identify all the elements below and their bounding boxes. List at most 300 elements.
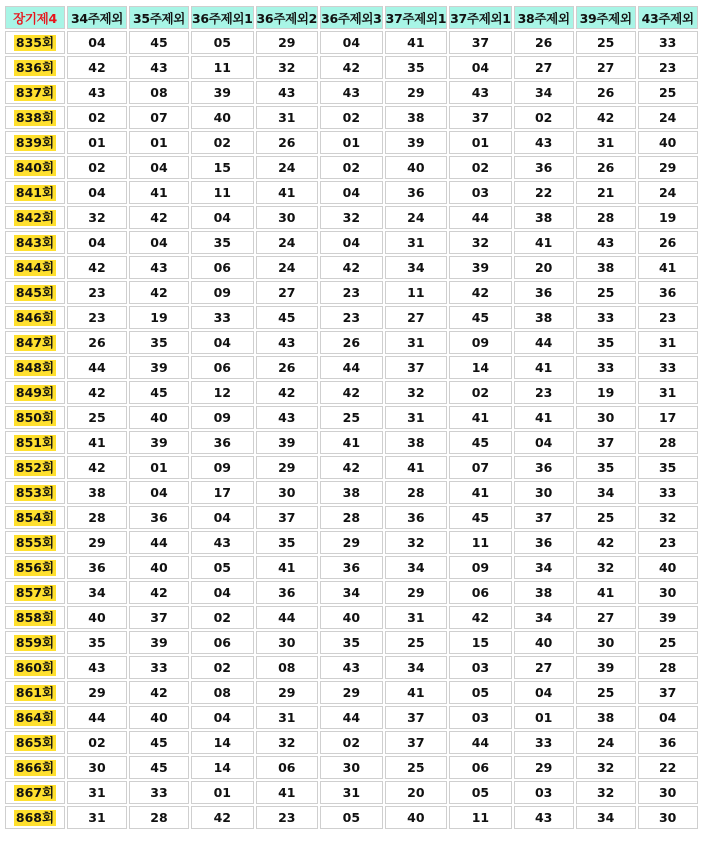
highlighted-number-cell: 33: [514, 731, 574, 754]
number-cell: 42: [320, 456, 383, 479]
number-cell: 07: [129, 106, 189, 129]
number-cell: 04: [191, 581, 254, 604]
number-cell: 42: [449, 281, 512, 304]
number-cell: 21: [576, 181, 636, 204]
highlighted-number-cell: 45: [129, 731, 189, 754]
highlighted-number-cell: 41: [256, 556, 319, 579]
table-row: [5, 256, 698, 279]
number-cell: 33: [129, 781, 189, 804]
number-cell: 42: [320, 381, 383, 404]
highlighted-number-cell: 34: [320, 581, 383, 604]
number-cell: 41: [256, 181, 319, 204]
table-row: [5, 31, 698, 54]
number-cell: 23: [320, 306, 383, 329]
number-cell: 24: [256, 231, 319, 254]
number-cell: 31: [385, 231, 448, 254]
number-cell: 38: [514, 206, 574, 229]
table-row: [5, 606, 698, 629]
row-label-cell: [5, 131, 65, 154]
number-cell: 44: [514, 331, 574, 354]
highlighted-number-cell: 11: [191, 181, 254, 204]
number-cell: 01: [320, 131, 383, 154]
row-label-cell: [5, 156, 65, 179]
number-cell: 42: [129, 681, 189, 704]
number-cell: 23: [638, 531, 698, 554]
number-cell: 40: [191, 106, 254, 129]
table-row: [5, 181, 698, 204]
highlighted-number-cell: 02: [449, 156, 512, 179]
number-cell: 34: [385, 256, 448, 279]
number-cell: 30: [638, 806, 698, 829]
number-cell: 41: [67, 431, 127, 454]
number-cell: 08: [191, 681, 254, 704]
column-header: 39주제외: [576, 6, 636, 29]
number-cell: 34: [514, 81, 574, 104]
number-cell: 28: [638, 656, 698, 679]
row-label-cell: [5, 531, 65, 554]
row-label-cell: [5, 406, 65, 429]
table-row: [5, 781, 698, 804]
number-cell: 06: [191, 256, 254, 279]
number-cell: 02: [67, 106, 127, 129]
number-cell: 04: [320, 231, 383, 254]
number-cell: 09: [191, 281, 254, 304]
table-row: [5, 581, 698, 604]
number-cell: 01: [129, 456, 189, 479]
number-cell: 33: [638, 356, 698, 379]
number-cell: 30: [638, 581, 698, 604]
number-cell: 36: [514, 456, 574, 479]
highlighted-number-cell: 39: [129, 631, 189, 654]
row-label: 861회: [15, 684, 55, 700]
row-label-cell: [5, 206, 65, 229]
number-cell: 24: [638, 181, 698, 204]
row-label-cell: [5, 581, 65, 604]
row-label-cell: [5, 181, 65, 204]
number-cell: 32: [576, 556, 636, 579]
number-cell: 40: [129, 706, 189, 729]
number-cell: 01: [449, 131, 512, 154]
highlighted-number-cell: 32: [256, 731, 319, 754]
number-cell: 32: [385, 531, 448, 554]
highlighted-number-cell: 40: [129, 556, 189, 579]
number-cell: 31: [385, 606, 448, 629]
column-header: 36주제외3: [320, 6, 383, 29]
row-label: 847회: [15, 334, 55, 350]
table-row: [5, 381, 698, 404]
number-cell: 37: [129, 606, 189, 629]
number-cell: 27: [385, 306, 448, 329]
table-row: [5, 681, 698, 704]
number-cell: 02: [191, 131, 254, 154]
table-body: [5, 31, 698, 829]
number-cell: 32: [576, 781, 636, 804]
row-label-cell: [5, 781, 65, 804]
highlighted-number-cell: 35: [576, 456, 636, 479]
row-label: 864회: [15, 709, 55, 725]
number-cell: 34: [385, 656, 448, 679]
number-cell: 30: [256, 631, 319, 654]
number-cell: 28: [385, 481, 448, 504]
number-cell: 40: [385, 156, 448, 179]
row-label: 858회: [15, 609, 55, 625]
table-row: [5, 106, 698, 129]
column-header: 34주제외: [67, 6, 127, 29]
number-cell: 27: [576, 56, 636, 79]
row-label: 840회: [15, 159, 55, 175]
highlighted-number-cell: 26: [320, 331, 383, 354]
row-label: 859회: [15, 634, 55, 650]
column-header: 35주제외: [129, 6, 189, 29]
table-row: [5, 481, 698, 504]
header-corner-label: 장기제4: [5, 6, 65, 29]
highlighted-number-cell: 25: [638, 81, 698, 104]
number-cell: 27: [576, 606, 636, 629]
number-cell: 26: [256, 356, 319, 379]
number-cell: 23: [256, 806, 319, 829]
row-label: 856회: [15, 559, 55, 575]
highlighted-number-cell: 34: [67, 581, 127, 604]
row-label: 835회: [15, 34, 55, 50]
number-cell: 26: [514, 31, 574, 54]
number-cell: 17: [191, 481, 254, 504]
number-cell: 41: [514, 356, 574, 379]
number-cell: 11: [385, 281, 448, 304]
column-header: 36주제외2: [256, 6, 319, 29]
highlighted-number-cell: 11: [191, 56, 254, 79]
row-label: 850회: [15, 409, 55, 425]
number-cell: 38: [320, 481, 383, 504]
table-row: [5, 156, 698, 179]
number-cell: 35: [576, 331, 636, 354]
number-cell: 25: [576, 31, 636, 54]
highlighted-number-cell: 06: [449, 581, 512, 604]
number-cell: 22: [514, 181, 574, 204]
row-label: 838회: [15, 109, 55, 125]
number-cell: 45: [449, 506, 512, 529]
number-cell: 23: [638, 306, 698, 329]
number-cell: 09: [191, 456, 254, 479]
number-cell: 02: [320, 731, 383, 754]
number-cell: 34: [576, 481, 636, 504]
number-cell: 04: [67, 181, 127, 204]
lotto-exclusion-table: [3, 4, 700, 831]
number-cell: 37: [385, 356, 448, 379]
number-cell: 22: [638, 756, 698, 779]
number-cell: 38: [514, 306, 574, 329]
number-cell: 44: [320, 356, 383, 379]
number-cell: 24: [576, 731, 636, 754]
number-cell: 19: [576, 381, 636, 404]
number-cell: 33: [638, 481, 698, 504]
number-cell: 33: [576, 306, 636, 329]
highlighted-number-cell: 35: [638, 456, 698, 479]
row-label-cell: [5, 631, 65, 654]
table-row: [5, 56, 698, 79]
number-cell: 40: [514, 631, 574, 654]
number-cell: 11: [449, 531, 512, 554]
number-cell: 03: [449, 656, 512, 679]
number-cell: 08: [129, 81, 189, 104]
row-label-cell: [5, 556, 65, 579]
number-cell: 45: [449, 431, 512, 454]
number-cell: 39: [449, 256, 512, 279]
number-cell: 38: [576, 256, 636, 279]
number-cell: 41: [129, 181, 189, 204]
highlighted-number-cell: 25: [576, 681, 636, 704]
number-cell: 24: [256, 256, 319, 279]
number-cell: 44: [67, 356, 127, 379]
number-cell: 33: [638, 31, 698, 54]
table-row: [5, 556, 698, 579]
number-cell: 45: [129, 756, 189, 779]
number-cell: 29: [385, 81, 448, 104]
column-header: 38주제외: [514, 6, 574, 29]
highlighted-number-cell: 25: [576, 506, 636, 529]
highlighted-number-cell: 39: [129, 356, 189, 379]
column-header: 43주제외: [638, 6, 698, 29]
number-cell: 33: [191, 306, 254, 329]
number-cell: 03: [514, 781, 574, 804]
number-cell: 36: [320, 556, 383, 579]
number-cell: 41: [256, 781, 319, 804]
highlighted-number-cell: 02: [67, 156, 127, 179]
number-cell: 37: [514, 506, 574, 529]
number-cell: 28: [638, 431, 698, 454]
row-label-cell: [5, 756, 65, 779]
table-row: [5, 356, 698, 379]
number-cell: 30: [67, 756, 127, 779]
number-cell: 11: [449, 806, 512, 829]
row-label: 854회: [15, 509, 55, 525]
table-row: [5, 531, 698, 554]
number-cell: 03: [449, 181, 512, 204]
number-cell: 37: [638, 681, 698, 704]
row-label-cell: [5, 381, 65, 404]
highlighted-number-cell: 40: [638, 556, 698, 579]
number-cell: 31: [256, 106, 319, 129]
number-cell: 04: [449, 56, 512, 79]
number-cell: 23: [67, 281, 127, 304]
row-label: 852회: [15, 459, 55, 475]
number-cell: 09: [449, 331, 512, 354]
row-label: 844회: [15, 259, 55, 275]
number-cell: 02: [67, 731, 127, 754]
row-label: 865회: [15, 734, 55, 750]
number-cell: 36: [514, 531, 574, 554]
number-cell: 42: [320, 56, 383, 79]
number-cell: 02: [191, 656, 254, 679]
row-label-cell: [5, 256, 65, 279]
number-cell: 32: [576, 756, 636, 779]
row-label-cell: [5, 731, 65, 754]
number-cell: 43: [449, 81, 512, 104]
highlighted-number-cell: 27: [514, 656, 574, 679]
number-cell: 35: [256, 531, 319, 554]
number-cell: 43: [576, 231, 636, 254]
number-cell: 27: [256, 281, 319, 304]
number-cell: 29: [67, 681, 127, 704]
header-row: [5, 6, 698, 29]
number-cell: 42: [576, 106, 636, 129]
number-cell: 34: [514, 556, 574, 579]
number-cell: 20: [514, 256, 574, 279]
highlighted-number-cell: 32: [638, 506, 698, 529]
row-label-cell: [5, 281, 65, 304]
highlighted-number-cell: 35: [67, 631, 127, 654]
number-cell: 04: [514, 681, 574, 704]
number-cell: 41: [385, 681, 448, 704]
number-cell: 05: [191, 556, 254, 579]
number-cell: 09: [191, 406, 254, 429]
number-cell: 01: [67, 131, 127, 154]
table-row: [5, 656, 698, 679]
number-cell: 05: [449, 681, 512, 704]
row-label: 857회: [15, 584, 55, 600]
number-cell: 31: [576, 131, 636, 154]
row-label: 860회: [15, 659, 55, 675]
number-cell: 33: [576, 356, 636, 379]
number-cell: 05: [191, 31, 254, 54]
number-cell: 12: [191, 381, 254, 404]
number-cell: 45: [129, 381, 189, 404]
number-cell: 04: [191, 706, 254, 729]
number-cell: 04: [191, 331, 254, 354]
number-cell: 35: [385, 56, 448, 79]
column-header: 37주제외1: [385, 6, 448, 29]
number-cell: 37: [385, 731, 448, 754]
number-cell: 32: [449, 231, 512, 254]
number-cell: 31: [385, 406, 448, 429]
number-cell: 23: [514, 381, 574, 404]
number-cell: 28: [67, 506, 127, 529]
column-header: 37주제외1: [449, 6, 512, 29]
table-row: [5, 81, 698, 104]
table-row: [5, 431, 698, 454]
highlighted-number-cell: 36: [385, 506, 448, 529]
number-cell: 25: [385, 756, 448, 779]
number-cell: 26: [256, 131, 319, 154]
number-cell: 36: [638, 281, 698, 304]
highlighted-number-cell: 32: [67, 206, 127, 229]
number-cell: 29: [256, 31, 319, 54]
number-cell: 42: [129, 281, 189, 304]
row-label: 837회: [15, 84, 55, 100]
number-cell: 42: [67, 381, 127, 404]
highlighted-number-cell: 29: [638, 156, 698, 179]
number-cell: 43: [67, 656, 127, 679]
number-cell: 06: [191, 356, 254, 379]
number-cell: 36: [191, 431, 254, 454]
table-row: [5, 506, 698, 529]
number-cell: 42: [129, 581, 189, 604]
number-cell: 02: [449, 381, 512, 404]
number-cell: 41: [576, 581, 636, 604]
number-cell: 43: [256, 81, 319, 104]
column-header: 36주제외1: [191, 6, 254, 29]
number-cell: 34: [576, 806, 636, 829]
number-cell: 44: [67, 706, 127, 729]
number-cell: 43: [129, 256, 189, 279]
number-cell: 43: [256, 406, 319, 429]
row-label-cell: [5, 306, 65, 329]
number-cell: 43: [514, 806, 574, 829]
number-cell: 29: [67, 531, 127, 554]
row-label-cell: [5, 56, 65, 79]
number-cell: 26: [576, 81, 636, 104]
number-cell: 02: [320, 106, 383, 129]
number-cell: 27: [514, 56, 574, 79]
number-cell: 31: [385, 331, 448, 354]
number-cell: 19: [638, 206, 698, 229]
number-cell: 41: [449, 481, 512, 504]
number-cell: 24: [385, 206, 448, 229]
number-cell: 42: [320, 256, 383, 279]
number-cell: 14: [449, 356, 512, 379]
number-cell: 34: [514, 606, 574, 629]
row-label-cell: [5, 31, 65, 54]
number-cell: 31: [256, 706, 319, 729]
highlighted-number-cell: 26: [67, 331, 127, 354]
row-label-cell: [5, 806, 65, 829]
row-label-cell: [5, 456, 65, 479]
number-cell: 31: [67, 781, 127, 804]
number-cell: 43: [256, 331, 319, 354]
number-cell: 04: [514, 431, 574, 454]
number-cell: 44: [449, 206, 512, 229]
number-cell: 25: [576, 281, 636, 304]
number-cell: 29: [320, 531, 383, 554]
row-label-cell: [5, 231, 65, 254]
number-cell: 39: [191, 81, 254, 104]
row-label: 836회: [15, 59, 55, 75]
table-row: [5, 706, 698, 729]
number-cell: 04: [67, 231, 127, 254]
number-cell: 17: [638, 406, 698, 429]
number-cell: 25: [385, 631, 448, 654]
row-label: 849회: [15, 384, 55, 400]
highlighted-number-cell: 02: [320, 156, 383, 179]
number-cell: 36: [514, 281, 574, 304]
row-label-cell: [5, 706, 65, 729]
number-cell: 23: [320, 281, 383, 304]
row-label: 866회: [15, 759, 55, 775]
highlighted-number-cell: 08: [256, 656, 319, 679]
highlighted-number-cell: 45: [129, 31, 189, 54]
highlighted-number-cell: 45: [449, 306, 512, 329]
number-cell: 43: [320, 81, 383, 104]
number-cell: 31: [638, 381, 698, 404]
number-cell: 42: [191, 806, 254, 829]
number-cell: 30: [638, 781, 698, 804]
number-cell: 41: [514, 406, 574, 429]
row-label-cell: [5, 356, 65, 379]
row-label-cell: [5, 606, 65, 629]
number-cell: 04: [638, 706, 698, 729]
number-cell: 28: [129, 806, 189, 829]
number-cell: 24: [256, 156, 319, 179]
number-cell: 44: [320, 706, 383, 729]
number-cell: 35: [191, 231, 254, 254]
row-label: 851회: [15, 434, 55, 450]
number-cell: 30: [514, 481, 574, 504]
table-row: [5, 806, 698, 829]
table-row: [5, 231, 698, 254]
number-cell: 39: [385, 131, 448, 154]
table-row: [5, 331, 698, 354]
number-cell: 44: [449, 731, 512, 754]
number-cell: 39: [129, 431, 189, 454]
